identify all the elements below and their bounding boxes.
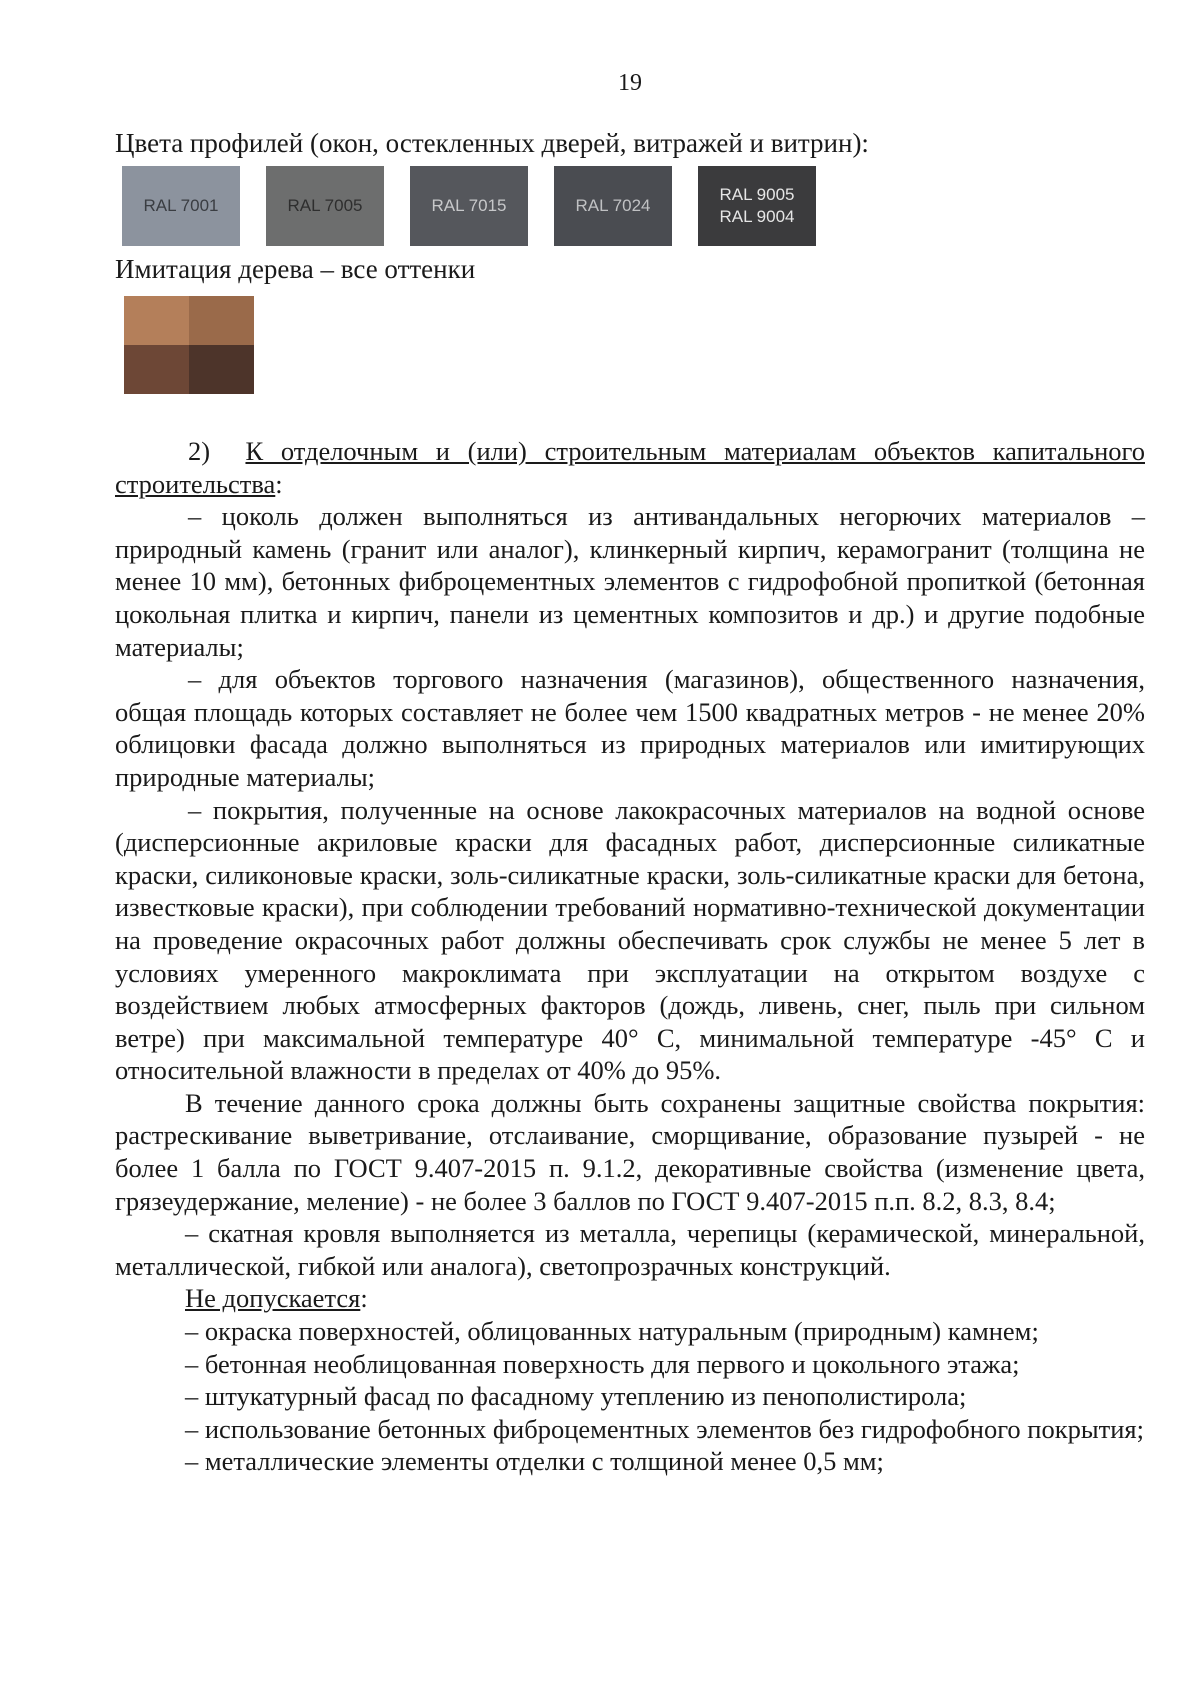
profile-colors-heading: Цвета профилей (окон, остекленных дверей, витражей и витрин): xyxy=(115,128,869,158)
color-swatch xyxy=(122,166,240,246)
not-allowed-item: – окраска поверхностей, облицованных натуральным (природным) камнем; xyxy=(185,1316,1039,1347)
requirement-item: – для объектов торгового назначения (магазинов), общественного назначения, общая площадь которых составляет не более чем 1500 квадратных метров - не менее 20% облицовки фасада должно выполняться из природных материалов или имитирующих природные материалы; xyxy=(115,664,1145,792)
not-allowed-suffix: : xyxy=(360,1283,368,1314)
swatch-label: RAL 7001 xyxy=(143,196,219,215)
wood-imitation-heading: Имитация дерева – все оттенки xyxy=(115,254,476,284)
wood-shade xyxy=(124,296,189,345)
requirement-paragraph: В течение данного срока должны быть сохранены защитные свойства покрытия: растрескивание выветривание, отслаивание, сморщивание, образование пузырей - не более 1 балла по ГОСТ 9.407-2015 п. 9.1.2, декоративные свойства (изменение цвета, грязеудержание, меление) - не более 3 баллов по ГОСТ 9.407-2015 п.п. 8.2, 8.3, 8.4; xyxy=(115,1087,1145,1216)
swatch-label: RAL 9004 xyxy=(719,207,795,226)
swatch-label: RAL 7024 xyxy=(575,196,651,215)
not-allowed-label: Не допускается xyxy=(185,1283,361,1314)
not-allowed-item: – бетонная необлицованная поверхность для первого и цокольного этажа; xyxy=(185,1348,1020,1379)
color-swatch xyxy=(698,166,816,246)
not-allowed-item: – штукатурный фасад по фасадному утеплению из пенополистирола; xyxy=(185,1381,967,1412)
swatch-label: RAL 7015 xyxy=(431,196,507,215)
wood-shade xyxy=(124,345,189,394)
color-swatch xyxy=(410,166,528,246)
not-allowed-heading xyxy=(115,1282,1145,1315)
section-number: 2) xyxy=(188,436,211,466)
color-swatch xyxy=(554,166,672,246)
section-body xyxy=(115,435,1145,1478)
wood-shade xyxy=(189,345,254,394)
page-number: 19 xyxy=(618,70,642,96)
requirement-item: – скатная кровля выполняется из металла, черепицы (керамической, минеральной, металлической, гибкой или аналога), светопрозрачных конструкций. xyxy=(115,1218,1145,1281)
not-allowed-item: – металлические элементы отделки с толщиной менее 0,5 мм; xyxy=(185,1446,884,1477)
color-swatch xyxy=(266,166,384,246)
swatch-label: RAL 9005 xyxy=(719,185,795,204)
requirement-item: – цоколь должен выполняться из антивандальных негорючих материалов – природный камень (гранит или аналог), клинкерный кирпич, керамогранит (толщина не менее 10 мм), бетонных фиброцементных элементов с гидрофобной пропиткой (бетонная цокольная плитка и кирпич, панели из цементных композитов и др.) и другие подобные материалы; xyxy=(115,501,1145,662)
requirement-item: – покрытия, полученные на основе лакокрасочных материалов на водной основе (дисперсионные акриловые краски для фасадных работ, дисперсионные силикатные краски, силиконовые краски, золь-силикатные краски, золь-силикатные краски для бетона, известковые краски), при соблюдении требований нормативно-технической документации на проведение окрасочных работ должны обеспечивать срок службы не менее 5 лет в условиях умеренного макроклимата при эксплуатации на открытом воздухе с воздействием любых атмосферных факторов (дождь, ливень, снег, пыль при сильном ветре) при максимальной температуре 40° С, минимальной температуре -45° С и относительной влажности в пределах от 40% до 95%. xyxy=(115,794,1145,1086)
wood-texture-swatch xyxy=(124,296,254,394)
wood-shade xyxy=(189,296,254,345)
not-allowed-item: – использование бетонных фиброцементных элементов без гидрофобного покрытия; xyxy=(185,1413,1144,1444)
section-title-suffix: : xyxy=(275,468,283,499)
section-title-text: К отделочным и (или) строительным материалам объектов капитального строительства xyxy=(115,436,1145,499)
section-title xyxy=(115,435,1145,500)
profile-color-swatches xyxy=(122,166,842,246)
swatch-label: RAL 7005 xyxy=(287,196,363,215)
